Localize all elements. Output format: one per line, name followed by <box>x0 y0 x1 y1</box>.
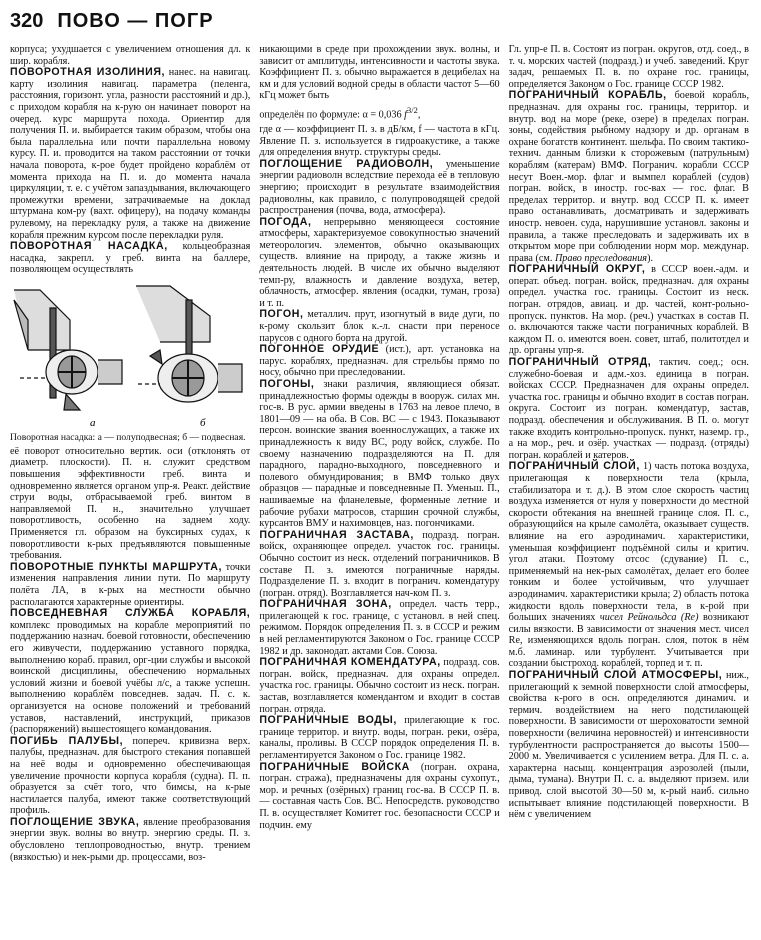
entry-body: уменьшение энергии радиоволн вследствие перехода её в тепловую энергию; происходит в результате взаимодействия радиоволны, как правило, с полупроводящей средой распространения (почва, вода, атмосфера). <box>259 158 500 217</box>
page-number: 320 <box>10 10 44 32</box>
entry-pogloshchenie-zvuka <box>10 817 250 863</box>
entry-body: (погран. охрана, погран. стража), предназначены для охраны сухопут., мор. и речных (озёрных) границ гос-ва. В СССР П. в. — составная часть Сов. ВС. Непосредств. руководство П. в. осуществляет Комитет гос. безопасности СССР и подчин. ему <box>259 761 500 831</box>
figure-label-b: б <box>200 416 206 429</box>
entry-pogloshchenie-radiovoln <box>259 159 499 217</box>
entry-headword: ПОГРАНИЧНЫЕ ВОДЫ, <box>259 714 397 727</box>
entry-pogonnoe-orudie <box>259 344 499 379</box>
entry-pogranichnaya-zona <box>259 599 499 657</box>
entry-headword: ПОГРАНИЧНЫЙ СЛОЙ, <box>508 460 640 473</box>
entry-headword: ПОГОН, <box>259 308 304 321</box>
entry-headword: ПОВОРОТНЫЕ ПУНКТЫ МАРШРУТА, <box>10 560 222 573</box>
entry-headword: ПОГРАНИЧНАЯ ЗАСТАВА, <box>259 528 414 541</box>
entry-headword: ПОВОРОТНАЯ НАСАДКА, <box>10 240 168 253</box>
continuation-text: её поворот относительно вертик. оси (отклонять от диаметр. плоскости). П. н. служит средством повышения эффективности греб. винта и одновременно является органом упр-я. Реакт. действие струи воды, отбрасываемой греб. винтом в направляемой П. н., значительно улучшает поворотливость, особенно на заднем ходу. Применяется гл. образом на буксирных судах, к поворотливости к-рых предъявляются повышенные требования. <box>10 445 251 562</box>
entry-headword: ПОГЛОЩЕНИЕ ЗВУКА, <box>10 815 140 828</box>
entry-headword: ПОВОРОТНАЯ ИЗОЛИНИЯ, <box>10 66 166 79</box>
entry-headword: ПОГЛОЩЕНИЕ РАДИОВОЛН, <box>259 157 434 170</box>
entry-headword: ПОГОНЫ, <box>259 378 315 391</box>
entry-headword: ПОГРАНИЧНЫЙ КОРАБЛЬ, <box>508 89 667 102</box>
entry-pogranichnyy-korabl: ПОГРАНИЧНЫЙ КОРАБЛЬ, боевой корабль, предназнач. для охраны гос. границы, территор. и внутр. вод на море (реке, озере) в пределах погран. зоны, содействия рыбному надзору и др. органам в охране богатств континент. шельфа. По своим тактико-технич. данным близки к сторожевым (патрульным) кораблям (катерам) ВМФ. Погранич. корабли СССР несут Воен.-мор. флаг и вымпел кораблей (судов) погран. войск, в иностр. гос-вах — гос. флаг. В пределах территор. и внутр. вод СССР П. к. имеет право останавливать, досматривать и задерживать иностр. невоен. суда, нарушившие установл. законы и правила, а также преследовать и задерживать их в открытом море при соблюдении норм мор. междунар. права (см. Право преследования). <box>508 89 749 264</box>
entry-body: определ. часть терр., прилегающей к гос. границе, с установл. в ней спец. режимом. Порядок определения П. з. в СССР и режим в ней регламентируются Законом о Гос. границе СССР 1982 и др. законодат. актами Сов. Союза. <box>259 599 500 657</box>
page-header <box>10 10 749 44</box>
entry-headword: ПОГРАНИЧНАЯ ЗОНА, <box>259 598 392 611</box>
formula-line: определён по формуле: α = 0,036 $f^{3/2}$, <box>259 104 421 121</box>
entry-body: в СССР воен.-адм. и операт. объед. погран. войск, предназнач. для охраны определ. участка гос. границы. Состоит из неск. погран. отрядов, авиац. и др. частей, конт-рольно-пропуск. пунктов. На мор. (реч.) участках в состав П. о. включаются также части пограничных кораблей. В каждом П. о. имеются воен. совет, штаб, политотдел и др. органы упр-я. <box>508 264 749 357</box>
entry-pogranichnaya-komendatura <box>259 657 499 715</box>
entry-body: точки изменения направления линии пути. По маршруту полёта ЛА, в к-рых на местности обычно располагаются характерные ориентиры. <box>10 561 251 608</box>
entry-pogranichnye-voyska <box>259 762 499 832</box>
formula-exponent: 3/2 <box>406 104 418 115</box>
column-3 <box>509 44 749 936</box>
column-2 <box>259 44 499 936</box>
entry-body: явление преобразования энергии звук. волны во внутр. энергию среды. П. з. обусловлено теплопроводностью, внутр. трением (вязкостью) и нек-рыми др. процессами, воз- <box>10 816 251 863</box>
entry-body: 1) часть потока воздуха, прилегающая к поверхности тела (крыла, стабилизатора и т. д.). В этом слое скорость частиц воздуха изменяется от нуля у поверхности до местной скорости обтекания на внешней границе слоя. П. с., образующийся на крыле самолёта, оказывает существ. влияние на его аэродинамич. характеристики, уменьшая коэффициент подъёмной силы и критич. угол атаки. Поэтому отсос (сдувание) П. с., применяемый на нек-рых самолётах, делает его более тонким и более устойчивым, что улучшает аэродинамич. характеристики крыла; 2) область потока жидкости вдоль поверхности тела, в к-рой при больших значениях <box>508 461 749 624</box>
figure-label-a: а <box>90 416 96 429</box>
entry-headword: ПОГРАНИЧНЫЕ ВОЙСКА <box>259 760 410 773</box>
entry-body: боевой корабль, предназнач. для охраны гос. границы, территор. и внутр. вод на море (реке, озере) в пределах погран. зоны, содействия рыбному надзору и др. органам в охране богатств континент. шельфа. По своим тактико-технич. данным близки к сторожевым (патрульным) кораблям (катерам) ВМФ. Погранич. корабли СССР несут Воен.-мор. флаг и вымпел кораблей (судов) погран. войск, в иностр. гос-вах — гос. флаг. В пределах территор. и внутр. вод СССР П. к. имеет право останавливать, досматривать и задерживать иностр. невоен. суда, нарушившие установл. законы и правила, а также преследовать и задерживать их в открытом море при соблюдении норм мор. междунар. права (см. <box>508 90 749 264</box>
entry-body: комплекс проводимых на корабле мероприятий по поддержанию назнач. боевой готовности, обеспечению его живучести, поддержанию уставного порядка, выполнению кораб. правил, орг-ции службы и высокой воинской дисциплины, обеспечению нормальных условий жизни и боевой учёбы л/с, а также успешн. выполнению кораблём повседнев. задач. П. с. к. организуется на основе положений и требований уставов, наставлений, инструкций, приказов (распоряжений) вышестоящего командования. <box>10 619 251 736</box>
entry-headword: ПОВСЕДНЕВНАЯ СЛУЖБА КОРАБЛЯ, <box>10 607 251 620</box>
entry-povsednevnaya-sluzhba <box>10 608 250 736</box>
running-title: ПОВО — ПОГР <box>57 10 214 32</box>
nozzle-drawing-a <box>14 290 122 410</box>
entry-pogranichnyy-otryad <box>509 357 749 461</box>
entry-body: попереч. кривизна верх. палубы, предназнач. для быстрого стекания попавшей на неё воды и одновременно обеспечивающая увеличение прочности корпуса корабля (судна). П. п. образуется за счёт того, что бимсы, на к-рые настилается палуба, имеют также соответствующий профиль. <box>10 735 251 817</box>
formula-f: f <box>404 109 407 121</box>
entry-povorotnye-punkty <box>10 562 250 608</box>
continuation-text: корпуса; ухудшается с увеличением отношения дл. к шир. корабля. <box>10 44 251 67</box>
figure-caption: Поворотная насадка: а — полуподвесная; б — подвесная. <box>10 431 246 443</box>
entry-pogranichnyy-sloy: ПОГРАНИЧНЫЙ СЛОЙ, 1) часть потока воздуха, прилегающая к поверхности тела (крыла, стабилизатора и т. д.). В этом слое скорость частиц воздуха изменяется от нуля у поверхности до местной скорости обтекания на внешней границе слоя. П. с., образующийся на крыле самолёта, оказывает существ. влияние на его аэродинамич. характеристики, уменьшая коэффициент подъёмной силы и критич. угол атаки. Поэтому отсос (сдувание) П. с., применяемый на нек-рых самолётах, делает его более тонким и более устойчивым, что улучшает аэродинамич. характеристики крыла; 2) область потока жидкости вдоль поверхности тела, в к-рой при больших значениях чисел Рейнольдса (Re) возникают силы вязкости. В зависимости от значения мест. чисел Re, изменяющихся вдоль погран. слоя, поток в нём м.б. ламинар. или турбулент. Учитывается при создании быстроход. кораблей, торпед и т. п. <box>508 460 749 670</box>
continuation-text: где α — коэффициент П. з. в дБ/км, f — частота в кГц. Явление П. з. используется в гидроакустике, а также для определения внутр. структуры среды. <box>259 123 500 159</box>
entry-headword: ПОГРАНИЧНАЯ КОМЕНДАТУРА, <box>259 656 441 669</box>
entry-body: металлич. прут, изогнутый в виде дуги, по к-рому скользит блок к.-л. снасти при переносе парусов с одного борта на другой. <box>259 309 500 344</box>
entry-body: подразд. погран. войск, охраняющее определ. участок гос. границы. Обычно состоит из неск. отделений пограничников. В составе П. з. имеются пограничные наряды. Подразделение П. з. входит в погранич. комендатуру (погран. отряд). Возглавляется нач-ком П. з. <box>259 529 500 599</box>
entry-povorotnaya-nasadka <box>10 241 250 276</box>
entry-headword: ПОГОННОЕ ОРУДИЕ <box>259 343 380 356</box>
entry-body: непрерывно меняющееся состояние атмосферы, характеризуемое совокупностью значений метеорологич. элементов, обычно оказывающих существ. влияние на природу, а также жизнь и деятельность людей. В числе их обычно выделяют темп-ру, влажность и давление воздуха, ветер, облачность, атмосфер. явления (осадки, туман, гроза) и т. п. <box>259 216 500 309</box>
entry-pogon <box>259 309 499 344</box>
entry-headword: ПОГРАНИЧНЫЙ ОТРЯД, <box>508 356 652 369</box>
figure-nozzle <box>10 280 250 443</box>
entry-pogranichnaya-zastava <box>259 530 499 600</box>
nozzle-drawing-b <box>136 286 242 402</box>
entry-headword: ПОГИБЬ ПАЛУБЫ, <box>10 734 124 747</box>
entry-body: ниж., прилегающий к земной поверхности слой атмосферы, свойства к-рого в осн. определяются динамич. и термич. воздействием на него подстилающей поверхности. В зависимости от шероховатости земной поверхности (величина неровностей) и интенсивности турбулентности распространяется до высоты 1500—2000 м. Увеличивается с усилением ветра. Для П. с. а. характерна насыщ. концентрация аэрозолей (пыли, дыма, тумана). Внутри П. с. а. выделяют призем. или привод. слой высотой 30—50 м, к-рый наиб. сильно испытывает влияние подстилающей поверхности. В нём с увеличением <box>508 670 749 821</box>
continuation-text: никающими в среде при прохождении звук. волны, и зависит от амплитуды, интенсивности и частоты звука. Коэффициент П. з. обычно выражается в децибелах на км и для условий водной среды в области частот 5—60 кГц может быть <box>259 44 500 102</box>
entry-body: (ист.), арт. установка на парус. кораблях, предназнач. для стрельбы прямо по носу, обычно при преследовании. <box>259 344 500 379</box>
entry-povorotnaya-izoliniya <box>10 67 250 241</box>
columns <box>10 44 749 936</box>
entry-body: подразд. сов. погран. войск, предназнач. для охраны определ. участка гос. границы. Обычно состоит из неск. погран. застав, возглавляется комендантом и входит в состав погран. отряда. <box>259 657 500 715</box>
continuation-text: Гл. упр-е П. в. Состоят из погран. округов, отд. соед., в т. ч. морских частей (подразд.) и учеб. заведений. Круг задач, решаемых П. в. по охране гос. границы, определяется Законом о Гос. границе СССР 1982. <box>508 44 749 90</box>
entry-pogranichnyy-okrug <box>509 264 749 357</box>
entry-pogib-paluby <box>10 736 250 817</box>
entry-headword: ПОГОДА, <box>259 215 312 228</box>
cross-reference-link[interactable]: чисел Рейнольдса (Re) <box>599 612 699 624</box>
entry-pogranichnyy-sloy-atmosfery <box>509 670 749 821</box>
column-1 <box>10 44 250 936</box>
entry-body: нанес. на навигац. карту изолиния навигац. параметра (пеленга, расстояния, горизонт. угла, разности расстояний и др.), с приходом корабля на к-рую он начинает поворот на очеред. курс маршрута похода. Ориентир для получения П. и. выбирается таким образом, чтобы она была параллельна или почти параллельна новому курсу. П. и. проводится на таком расстоянии от точки начала поворота, к-рое будет пройдено кораблём от момента прихода на П. и. до момента начала циркуляции, т. е. с учётом запаздывания, включающего промежутки времени, затрачиваемые на доклад штурмана ком-ру (вахт. офицеру), на подачу команды рулевому, на перекладку руля, а также на движение корабля прежним курсом после перекладки руля. <box>10 67 251 241</box>
entry-body: тактич. соед.; осн. служебно-боевая и адм.-хоз. единица в погран. войсках СССР. Предназначен для охраны определ. участка гос. границы и обычно входит в состав погран. округа. Состоит из погран. комендатур, застав, подразд. обеспечения и обслуживания. В П. о. могут также входить контрольно-пропуск. пункт, наземр. гр., а на мор., реч. и озёр. участках — подразд. (отряды) погран. кораблей и катеров. <box>508 357 749 461</box>
cross-reference-link[interactable]: Право преследования <box>554 252 648 264</box>
entry-headword: ПОГРАНИЧНЫЙ ОКРУГ, <box>508 263 646 276</box>
entry-headword: ПОГРАНИЧНЫЙ СЛОЙ АТМОСФЕРЫ, <box>508 669 723 682</box>
entry-body: прилегающие к гос. границе территор. и внутр. воды, погран. реки, озёра, каналы, проливы. В СССР порядок определения П. в. регламентируется Законом о Гос. границе 1982. <box>259 715 500 762</box>
entry-body: кольцеобразная насадка, закрепл. у греб. винта на баллере, позволяющем осуществлять <box>10 241 251 276</box>
entry-pogony <box>259 379 499 530</box>
entry-body: знаки различия, являющиеся обязат. принадлежностью формы одежды в вооруж. силах мн. гос-в. В рус. армии введены в 1763 на левое плечо, в 1801—09 — на оба. В Сов. ВС — с 1943. Показывают персон. воинские звания военнослужащих, а также их принадлежность к виду ВС, роду войск, службе. По своему назначению подразделяются на П. для парадного, парадно-выходного, повседневного и полевого обмундирования; в ВМФ только двух образцов — парадные и повседневные П. Уменьш. П., нашиваемые на фланелевые, форменные летние и рабочие рубахи матросов, старшин срочной службы, курсантов ВМУ и нахимовцев, наз. погончиками. <box>259 379 500 530</box>
entry-pogranichnye-vody <box>259 715 499 761</box>
nozzle-illustration <box>10 280 248 430</box>
entry-pogoda <box>259 217 499 310</box>
